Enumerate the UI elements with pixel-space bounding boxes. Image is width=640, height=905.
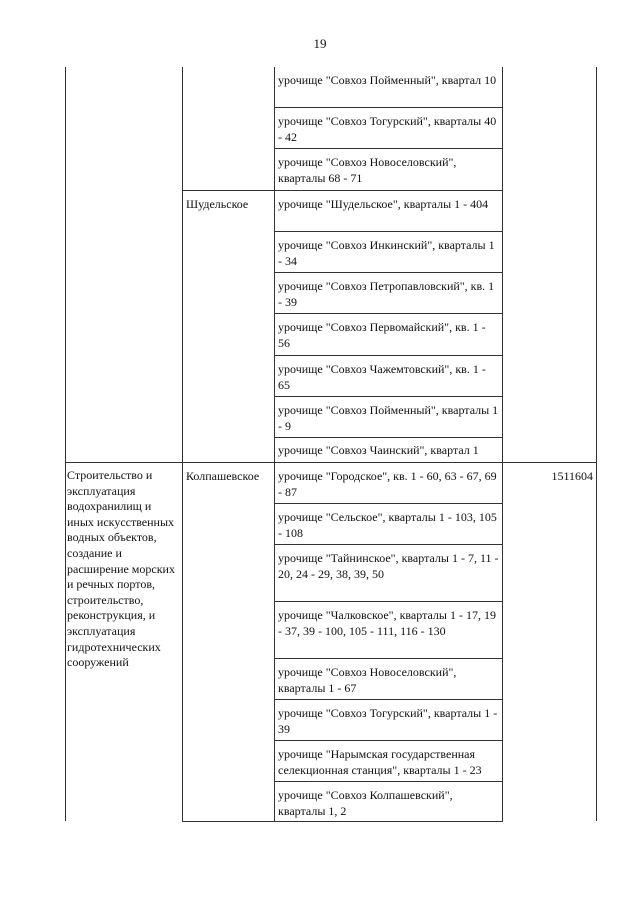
table-border-bottom	[182, 821, 503, 822]
row-border	[274, 272, 503, 273]
table-cell-district: Шудельское	[186, 197, 249, 211]
table-cell-location: урочище "Совхоз Пойменный", кварталы 1 - 9	[278, 403, 499, 433]
table-cell-location: урочище "Совхоз Пойменный", квартал 10	[278, 73, 497, 87]
table-cell-location: урочище "Городское", кв. 1 - 60, 63 - 67, 69 - 87	[278, 469, 497, 499]
row-border	[182, 190, 503, 191]
row-border	[274, 699, 503, 700]
row-border	[274, 437, 503, 438]
table-border-col3	[274, 67, 275, 821]
table-border-left	[65, 67, 66, 821]
row-border	[274, 148, 503, 149]
row-border	[274, 313, 503, 314]
table-cell-location: урочище "Тайнинское", кварталы 1 - 7, 11 - 20, 24 - 29, 38, 39, 50	[278, 551, 499, 581]
table-cell-district: Колпашевское	[186, 469, 260, 483]
page-number: 19	[313, 36, 327, 51]
table-cell-location: урочище "Совхоз Тогурский", кварталы 1 - 39	[278, 706, 498, 736]
table-cell-location: урочище "Чалковское", кварталы 1 - 17, 19 - 37, 39 - 100, 105 - 111, 116 - 130	[278, 608, 496, 638]
row-border	[274, 601, 503, 602]
table-cell-location: урочище "Совхоз Новоселовский", кварталы 1 - 67	[278, 665, 457, 695]
row-border	[274, 740, 503, 741]
group-border	[65, 462, 597, 463]
table-border-right	[596, 67, 597, 821]
table-cell-location: урочище "Сельское", кварталы 1 - 103, 105 - 108	[278, 510, 497, 540]
table-cell-location: урочище "Совхоз Чаинский", квартал 1	[278, 443, 479, 457]
row-border	[274, 781, 503, 782]
row-border	[274, 658, 503, 659]
table-cell-location: урочище "Совхоз Колпашевский", кварталы 1, 2	[278, 788, 453, 818]
row-border	[274, 544, 503, 545]
row-border	[274, 355, 503, 356]
table-cell-location: урочище "Совхоз Петропавловский", кв. 1 - 39	[278, 279, 495, 309]
table-cell-location: урочище "Нарымская государственная селекционная станция", кварталы 1 - 23	[278, 747, 482, 777]
table-border-col4	[502, 67, 503, 821]
table-cell-location: урочище "Совхоз Тогурский", кварталы 40 - 42	[278, 114, 497, 144]
table-cell-area: 1511604	[551, 469, 593, 483]
row-border	[274, 503, 503, 504]
table-border-col2	[182, 67, 183, 821]
table-cell-location: урочище "Совхоз Чажемтовский", кв. 1 - 65	[278, 362, 486, 392]
table-cell-location: урочище "Совхоз Новоселовский", кварталы 68 - 71	[278, 155, 457, 185]
row-border	[274, 107, 503, 108]
table-cell-location: урочище "Совхоз Первомайский", кв. 1 - 56	[278, 320, 486, 350]
table-cell-purpose: Строительство и эксплуатация водохранилищ и иных искусственных водных объектов, создание и расширение морских и речных портов, строительство, реконструкция, и эксплуатация гидротехнических сооружений	[67, 468, 175, 670]
row-border	[274, 396, 503, 397]
table-cell-location: урочище "Шудельское", кварталы 1 - 404	[278, 197, 489, 211]
row-border	[274, 231, 503, 232]
table-cell-location: урочище "Совхоз Инкинский", кварталы 1 - 34	[278, 238, 495, 268]
